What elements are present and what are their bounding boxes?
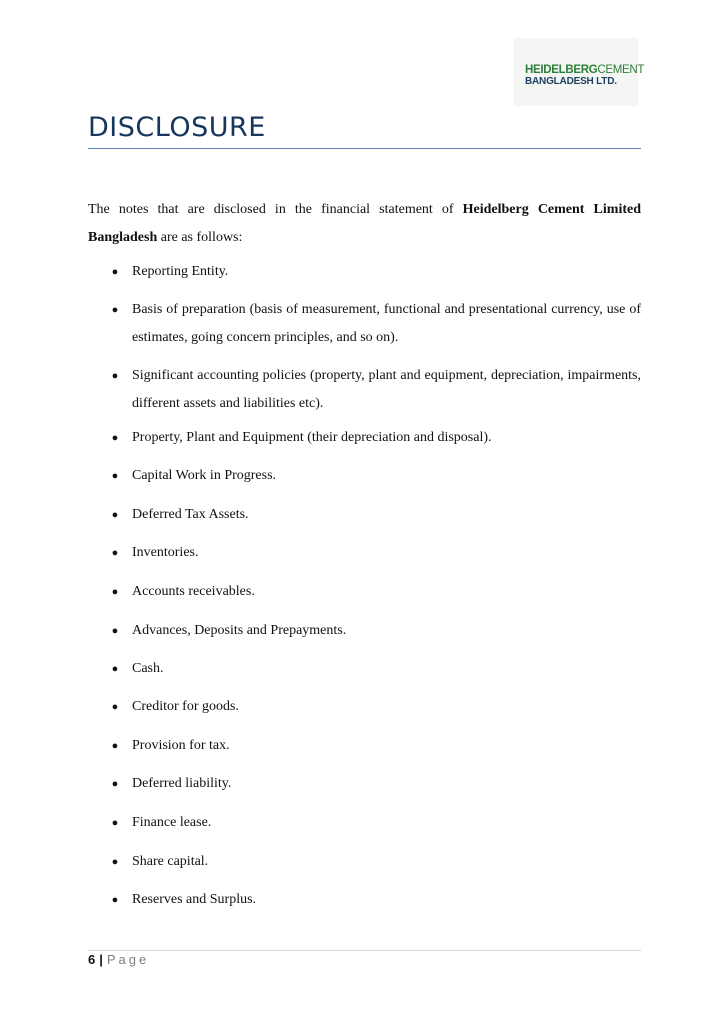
list-item-text: Capital Work in Progress.	[132, 468, 277, 483]
list-item	[111, 693, 641, 721]
list-item	[111, 296, 641, 352]
list-item-text: Reserves and Surplus.	[132, 892, 257, 907]
list-item-text: Basis of preparation (basis of measurement, functional and presentational currency, use of estimates, going concern principles, and so on).	[132, 302, 641, 345]
bullet-icon: ●	[111, 432, 119, 444]
company-logo	[514, 38, 645, 106]
bullet-icon: ●	[111, 509, 119, 521]
list-item-text: Significant accounting policies (property, plant and equipment, depreciation, impairments, different assets and liabilities etc).	[132, 368, 641, 411]
footer-divider	[88, 950, 641, 951]
page-title: DISCLOSURE	[88, 112, 266, 143]
bullet-icon: ●	[111, 370, 119, 382]
list-item-text: Accounts receivables.	[132, 584, 255, 599]
bullet-icon: ●	[111, 304, 119, 316]
logo-line1	[525, 64, 644, 76]
list-item-text: Finance lease.	[132, 815, 212, 830]
list-item	[111, 770, 641, 798]
list-item	[111, 501, 641, 529]
page-number: 6	[88, 952, 96, 967]
list-item	[111, 539, 641, 567]
title-underline	[88, 148, 641, 149]
footer-separator: |	[99, 952, 103, 967]
list-item-text: Property, Plant and Equipment (their depreciation and disposal).	[132, 430, 492, 445]
list-item-text: Deferred liability.	[132, 776, 232, 791]
list-item	[111, 617, 641, 645]
list-item-text: Advances, Deposits and Prepayments.	[132, 623, 347, 638]
list-item	[111, 848, 641, 876]
list-item-text: Deferred Tax Assets.	[132, 507, 249, 522]
intro-paragraph	[88, 196, 641, 252]
list-item	[111, 362, 641, 418]
bullet-icon: ●	[111, 586, 119, 598]
bullet-icon: ●	[111, 663, 119, 675]
list-item	[111, 655, 641, 683]
page-footer	[88, 952, 149, 967]
bullet-icon: ●	[111, 740, 119, 752]
list-item	[111, 732, 641, 760]
list-item	[111, 886, 641, 914]
list-item-text: Cash.	[132, 661, 164, 676]
bullet-icon: ●	[111, 547, 119, 559]
bullet-icon: ●	[111, 778, 119, 790]
list-item	[111, 258, 641, 286]
intro-text-before: The notes that are disclosed in the financial statement of	[88, 202, 463, 217]
list-item-text: Inventories.	[132, 545, 199, 560]
bullet-icon: ●	[111, 470, 119, 482]
list-item-text: Provision for tax.	[132, 738, 230, 753]
logo-line1-light: CEMENT	[597, 64, 645, 76]
list-item	[111, 424, 641, 452]
list-item	[111, 578, 641, 606]
intro-company-name: Heidelberg Cement Limited Bangladesh	[88, 202, 641, 245]
list-item-text: Creditor for goods.	[132, 699, 239, 714]
bullet-icon: ●	[111, 266, 119, 278]
bullet-icon: ●	[111, 817, 119, 829]
intro-text-after: are as follows:	[157, 230, 243, 245]
logo-line1-bold: HEIDELBERG	[525, 64, 598, 76]
list-item-text: Share capital.	[132, 854, 209, 869]
page-label: Page	[106, 952, 150, 967]
list-item-text: Reporting Entity.	[132, 264, 229, 279]
list-item	[111, 809, 641, 837]
logo-line2: BANGLADESH LTD.	[525, 76, 617, 87]
bullet-icon: ●	[111, 894, 119, 906]
list-item	[111, 462, 641, 490]
bullet-icon: ●	[111, 701, 119, 713]
bullet-icon: ●	[111, 625, 119, 637]
bullet-icon: ●	[111, 856, 119, 868]
